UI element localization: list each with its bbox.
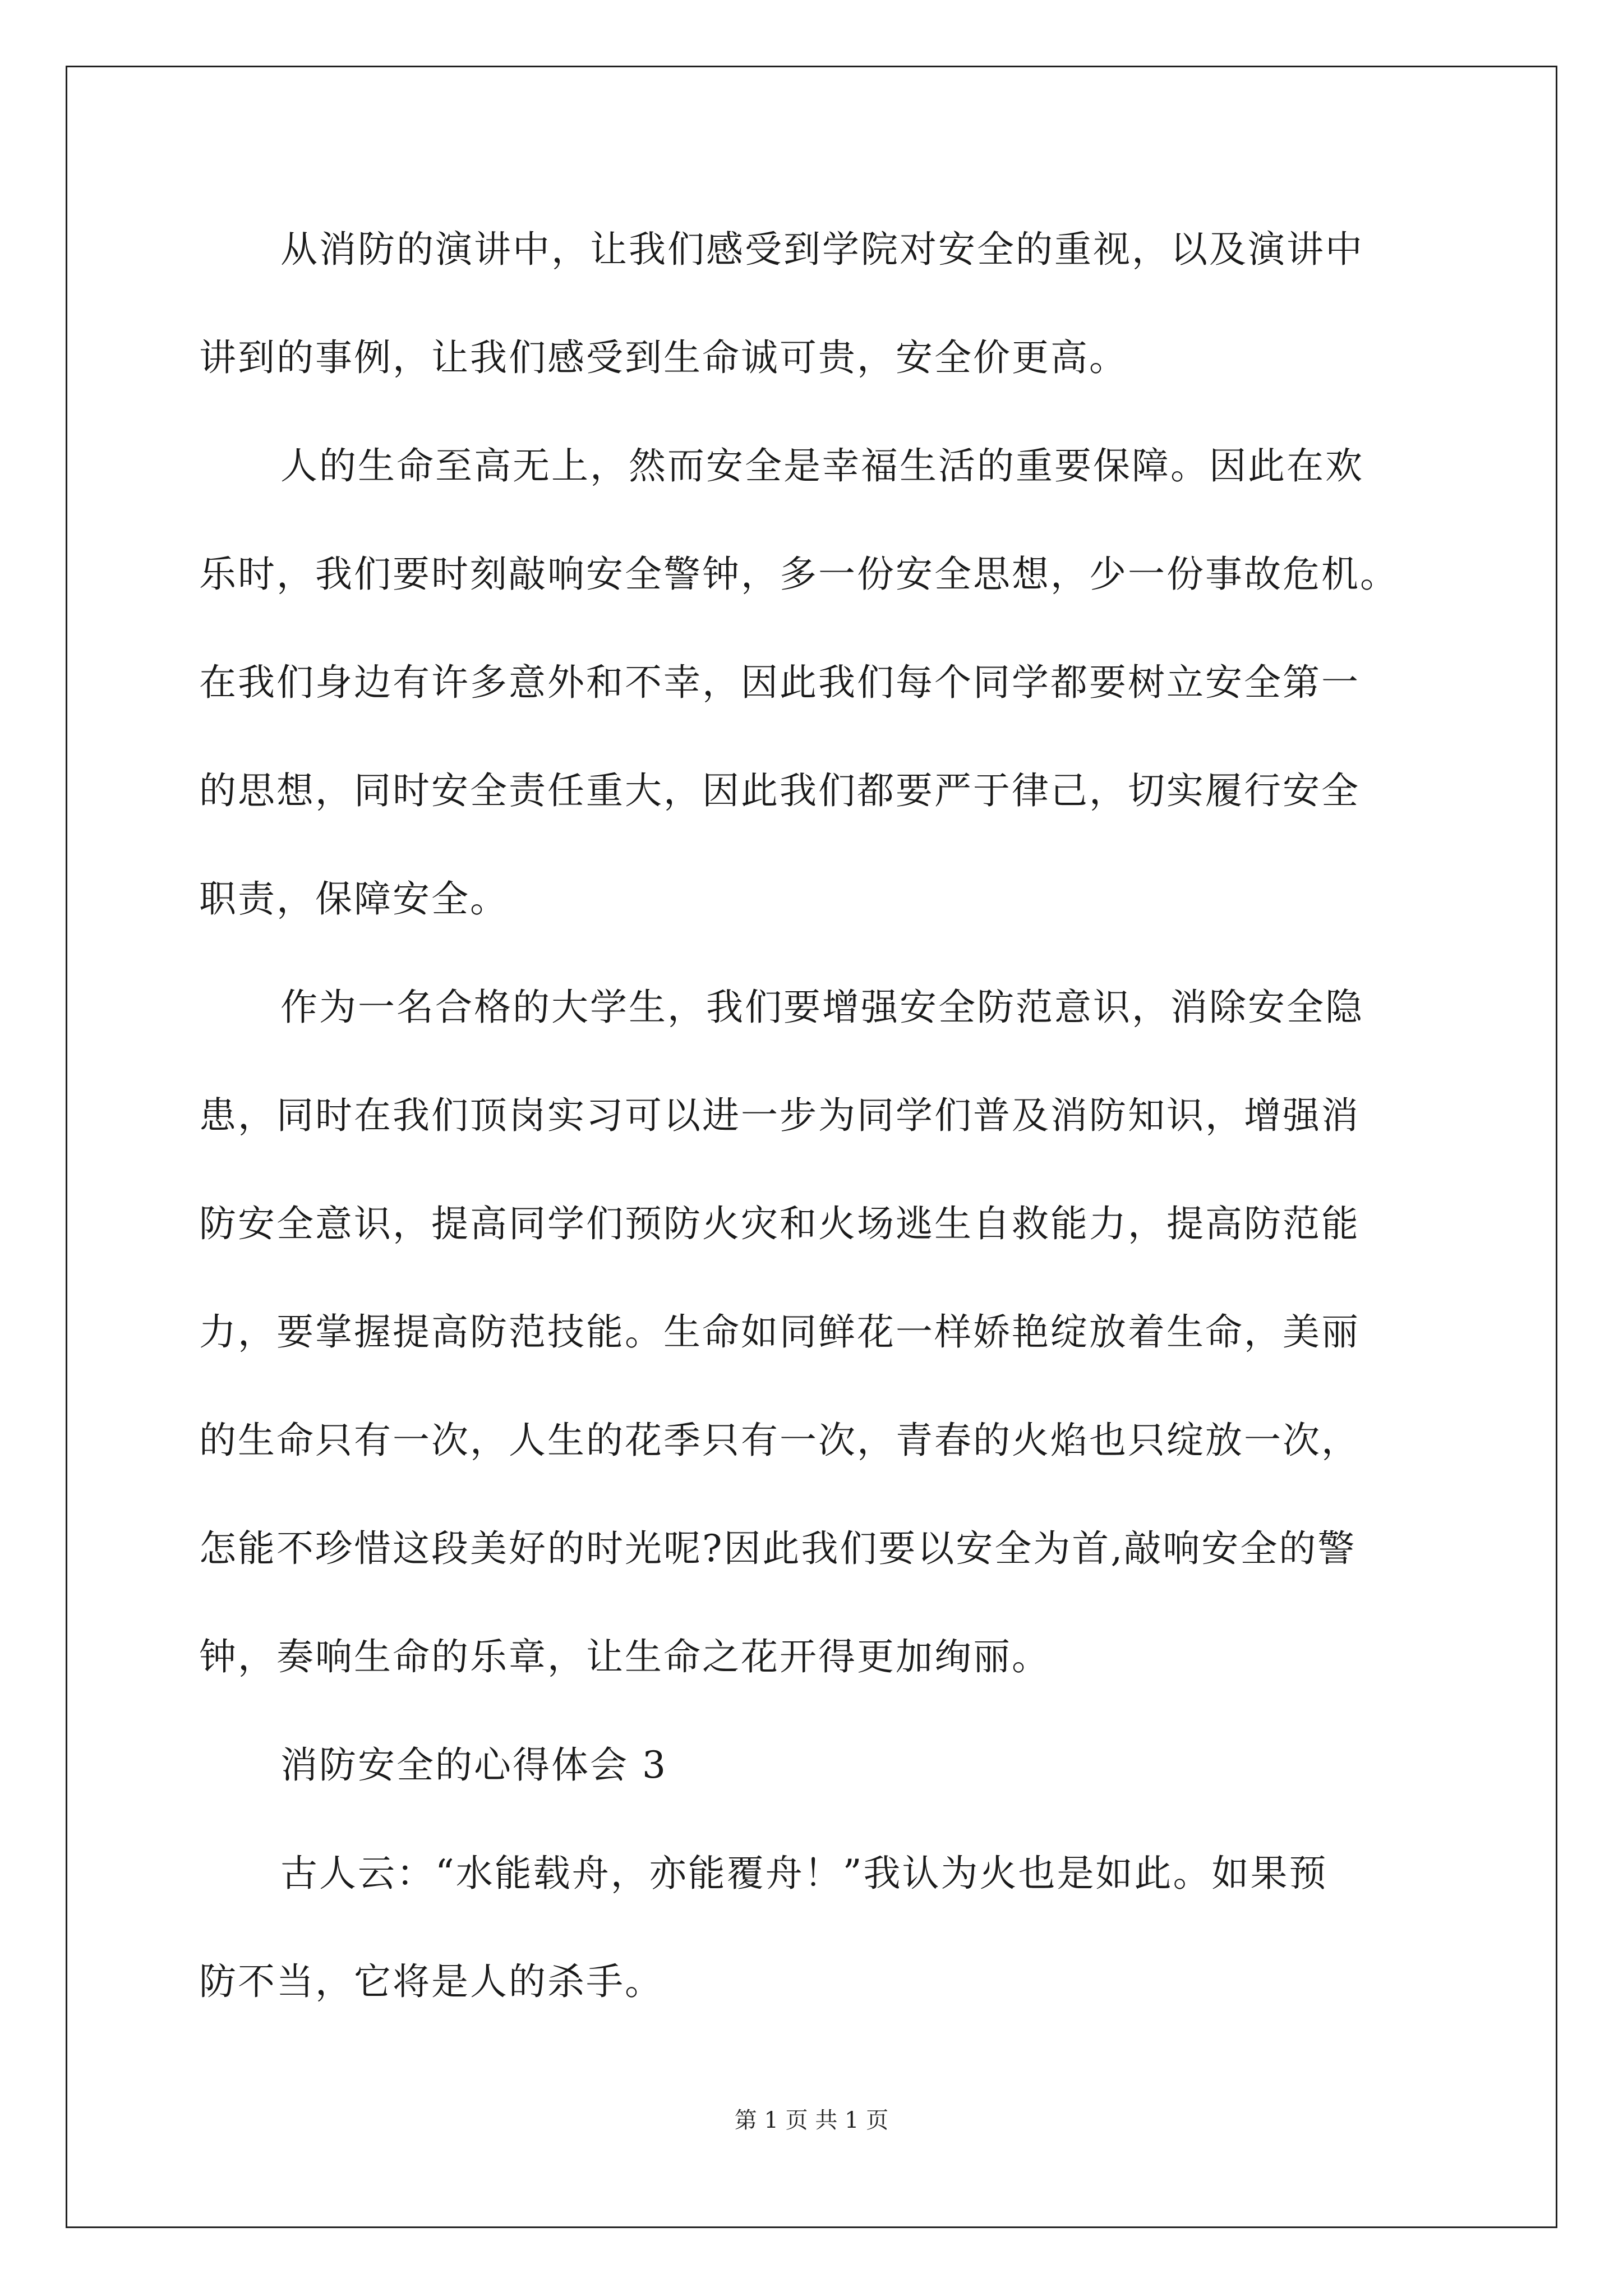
paragraph-2-line-1: 人的生命至高无上，然而安全是幸福生活的重要保障。因此在欢 (280, 444, 1364, 487)
page-border (66, 66, 1557, 2228)
paragraph-1-line-2: 讲到的事例，让我们感受到生命诚可贵，安全价更高。 (199, 336, 1128, 379)
section-heading: 消防安全的心得体会 3 (280, 1743, 667, 1787)
paragraph-1-line-1: 从消防的演讲中，让我们感受到学院对安全的重视，以及演讲中 (280, 228, 1364, 271)
paragraph-4-line-2: 防不当，它将是人的杀手。 (199, 1960, 663, 2003)
paragraph-3-line-6: 怎能不珍惜这段美好的时光呢?因此我们要以安全为首,敲响安全的警 (199, 1527, 1357, 1570)
paragraph-2-line-4: 的思想，同时安全责任重大，因此我们都要严于律己，切实履行安全 (199, 769, 1360, 812)
paragraph-3-line-2: 患，同时在我们顶岗实习可以进一步为同学们普及消防知识，增强消 (199, 1094, 1360, 1137)
paragraph-2-line-2: 乐时，我们要时刻敲响安全警钟，多一份安全思想，少一份事故危机。 (199, 553, 1399, 596)
paragraph-3-line-4: 力，要掌握提高防范技能。生命如同鲜花一样娇艳绽放着生命，美丽 (199, 1310, 1360, 1354)
paragraph-2-line-3: 在我们身边有许多意外和不幸，因此我们每个同学都要树立安全第一 (199, 661, 1360, 704)
page-footer: 第 1 页 共 1 页 (734, 2108, 889, 2133)
paragraph-3-line-5: 的生命只有一次，人生的花季只有一次，青春的火焰也只绽放一次， (199, 1419, 1360, 1462)
paragraph-4-line-1: 古人云：“水能载舟，亦能覆舟！”我认为火也是如此。如果预 (280, 1852, 1328, 1895)
paragraph-3-line-3: 防安全意识，提高同学们预防火灾和火场逃生自救能力，提高防范能 (199, 1202, 1360, 1245)
paragraph-2-line-5: 职责，保障安全。 (199, 877, 509, 921)
paragraph-3-line-7: 钟，奏响生命的乐章，让生命之花开得更加绚丽。 (199, 1635, 1050, 1678)
paragraph-3-line-1: 作为一名合格的大学生，我们要增强安全防范意识，消除安全隐 (280, 986, 1364, 1029)
